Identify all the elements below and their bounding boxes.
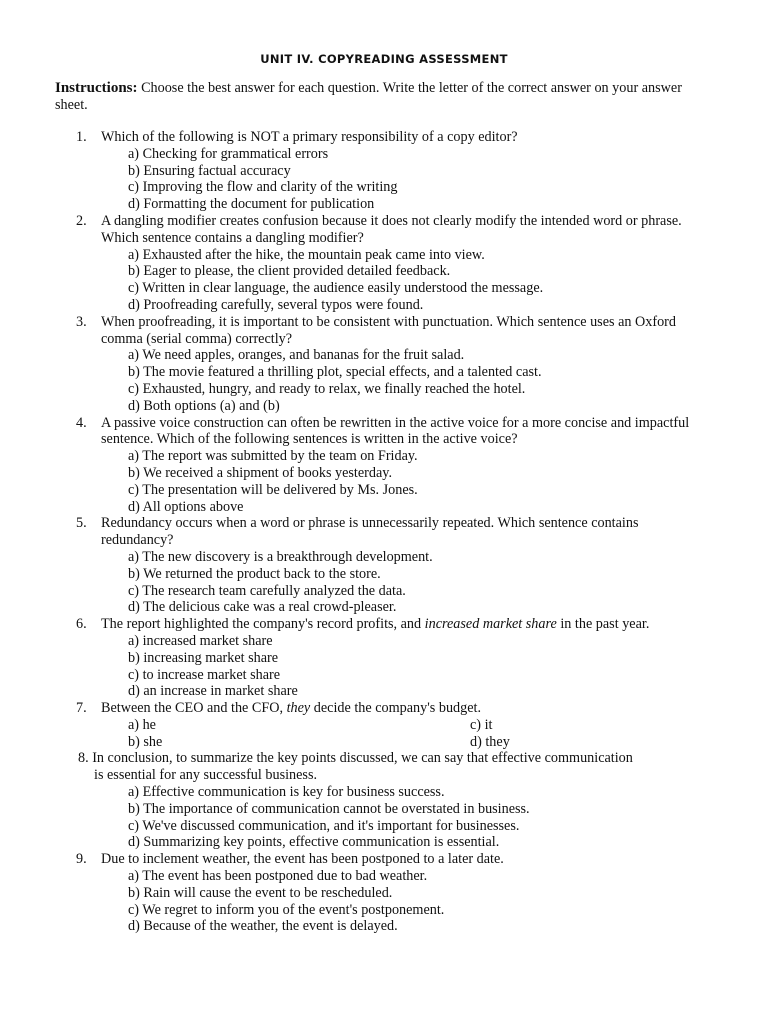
- option-c: c) The research team carefully analyzed the data.: [128, 582, 406, 599]
- question-3: [0, 314, 768, 415]
- option-d: d) Proofreading carefully, several typos were found.: [128, 296, 424, 313]
- question-number: 3.: [76, 313, 87, 330]
- question-text-emphasis: they: [286, 700, 311, 717]
- option-a: a) The event has been postponed due to bad weather.: [128, 868, 428, 885]
- option-c: c) The presentation will be delivered by Ms. Jones.: [128, 481, 418, 498]
- question-4: [0, 415, 768, 516]
- question-5: [0, 515, 768, 616]
- option-a: a) Exhausted after the hike, the mountain peak came into view.: [128, 246, 485, 263]
- option-d: d) All options above: [128, 498, 244, 515]
- option-a: a) increased market share: [128, 632, 273, 649]
- question-text: Which of the following is NOT a primary responsibility of a copy editor?: [101, 129, 518, 145]
- option-c: c) Written in clear language, the audience easily understood the message.: [128, 280, 544, 297]
- option-b: b) The importance of communication cannot be overstated in business.: [128, 800, 530, 817]
- question-text: Due to inclement weather, the event has been postponed to a later date.: [101, 851, 504, 868]
- question-text: [78, 750, 698, 784]
- instructions: [55, 80, 705, 114]
- option-d: d) Summarizing key points, effective communication is essential.: [128, 834, 500, 851]
- instructions-label: Instructions:: [55, 80, 138, 96]
- option-d: d) Both options (a) and (b): [128, 397, 280, 414]
- option-a: a) he: [128, 716, 156, 733]
- option-d: d) The delicious cake was a real crowd-pleaser.: [128, 599, 397, 616]
- question-8: [0, 750, 768, 851]
- option-d: d) they: [470, 733, 510, 750]
- question-number: 1.: [76, 129, 87, 145]
- option-d: d) Because of the weather, the event is delayed.: [128, 918, 398, 935]
- option-a: a) The new discovery is a breakthrough development.: [128, 548, 433, 565]
- option-b: b) Rain will cause the event to be rescheduled.: [128, 884, 393, 901]
- option-b: b) We returned the product back to the store.: [128, 565, 381, 582]
- question-text: When proofreading, it is important to be consistent with punctuation. Which sentence uses an Oxford comma (serial comma) correctly?: [101, 313, 676, 347]
- question-text: [101, 616, 701, 633]
- option-c: c) Improving the flow and clarity of the writing: [128, 179, 398, 196]
- question-text-first-line: In conclusion, to summarize the key points discussed, we can say that effective communication: [92, 750, 633, 767]
- question-list: [0, 129, 768, 935]
- question-number: 9.: [76, 851, 87, 868]
- question-text-end: decide the company's budget.: [310, 700, 482, 717]
- option-c: c) it: [470, 716, 493, 733]
- question-1: [0, 129, 768, 213]
- question-number: 8.: [78, 750, 89, 767]
- question-6: [0, 616, 768, 700]
- question-number: 4.: [76, 414, 87, 431]
- question-number: 5.: [76, 515, 87, 532]
- question-text: [101, 700, 701, 717]
- option-d: d) Formatting the document for publication: [128, 196, 375, 213]
- question-text: A passive voice construction can often be rewritten in the active voice for a more concise and impactful sentence. Which of the following sentences is written in the active voice?: [101, 414, 690, 448]
- option-d: d) an increase in market share: [128, 683, 298, 700]
- option-c: c) We've discussed communication, and it's important for businesses.: [128, 817, 520, 834]
- instructions-text: Choose the best answer for each question. Write the letter of the correct answer on your answer sheet.: [55, 80, 682, 113]
- option-b: b) The movie featured a thrilling plot, special effects, and a talented cast.: [128, 364, 542, 381]
- option-c: c) Exhausted, hungry, and ready to relax, we finally reached the hotel.: [128, 380, 526, 397]
- option-a: a) The report was submitted by the team on Friday.: [128, 448, 418, 465]
- question-text-start: Between the CEO and the CFO,: [101, 700, 287, 717]
- question-text-end: in the past year.: [556, 616, 650, 633]
- option-c: c) We regret to inform you of the event's postponement.: [128, 901, 445, 918]
- question-9: [0, 851, 768, 935]
- option-row: [128, 734, 768, 751]
- question-2: [0, 213, 768, 314]
- question-text-emphasis: increased market share: [424, 616, 557, 633]
- question-text: A dangling modifier creates confusion because it does not clearly modify the intended word or phrase. Which sentence contains a dangling modifier?: [101, 212, 682, 246]
- option-b: b) Ensuring factual accuracy: [128, 162, 291, 179]
- option-b: b) increasing market share: [128, 649, 279, 666]
- option-c: c) to increase market share: [128, 666, 281, 683]
- page-title: UNIT IV. COPYREADING ASSESSMENT: [260, 52, 508, 66]
- option-row: [128, 717, 768, 734]
- question-text-start: The report highlighted the company's record profits, and: [101, 616, 425, 633]
- option-a: a) Effective communication is key for business success.: [128, 784, 445, 801]
- question-number: 6.: [76, 616, 87, 633]
- question-number: 7.: [76, 700, 87, 717]
- option-a: a) Checking for grammatical errors: [128, 145, 329, 162]
- option-b: b) We received a shipment of books yesterday.: [128, 464, 392, 481]
- option-b: b) she: [128, 733, 163, 750]
- question-text-rest: is essential for any successful business.: [94, 767, 318, 784]
- option-b: b) Eager to please, the client provided detailed feedback.: [128, 263, 451, 280]
- question-number: 2.: [76, 212, 87, 229]
- option-a: a) We need apples, oranges, and bananas for the fruit salad.: [128, 347, 465, 364]
- question-text: Redundancy occurs when a word or phrase is unnecessarily repeated. Which sentence contains redundancy?: [101, 515, 639, 549]
- question-7: [0, 700, 768, 750]
